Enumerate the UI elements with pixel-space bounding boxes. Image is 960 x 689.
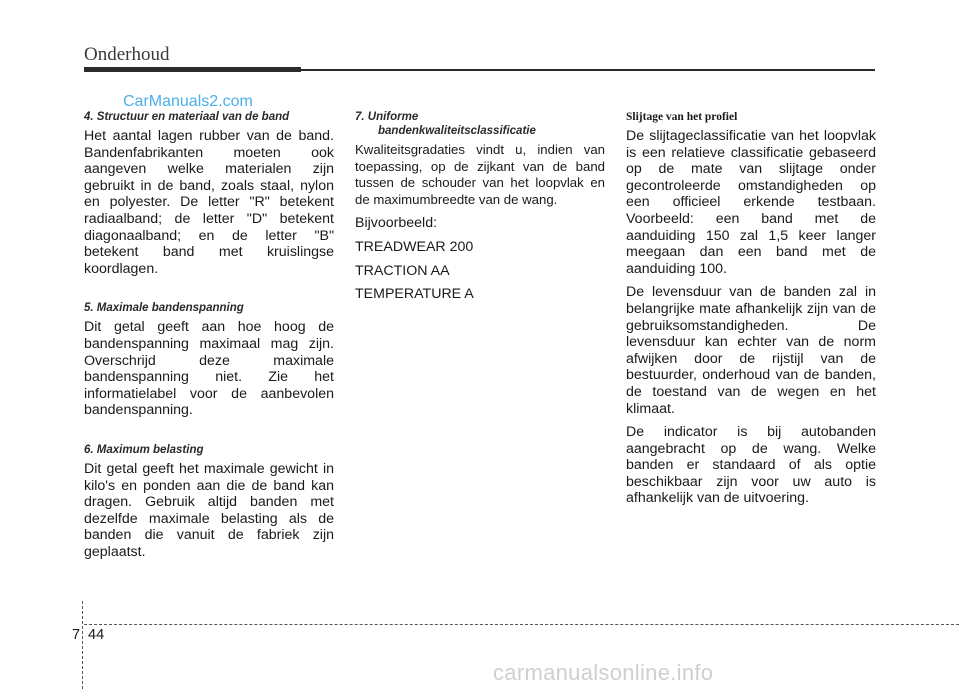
tread-wear-paragraph-3: De indicator is bij autobanden aangebracht op de wang. Welke banden er standaard of als optie beschikbaar zijn voor uw auto is afhankelijk van de uitvoering. xyxy=(626,424,876,507)
section-4-title: 4. Structuur en materiaal van de band xyxy=(84,111,290,123)
section-5-text: Dit getal geeft aan hoe hoog de bandenspanning maximaal mag zijn. Overschrijd deze maximale bandenspanning niet. Zie het informatielabel voor de aanbevolen bandenspanning. xyxy=(84,319,334,419)
page-number: 44 xyxy=(88,627,105,643)
watermark-top: CarManuals2.com xyxy=(123,93,253,110)
watermark-bottom: carmanualsonline.info xyxy=(493,660,714,685)
section-6-title: 6. Maximum belasting xyxy=(84,443,204,456)
section-4-text: Het aantal lagen rubber van de band. Bandenfabrikanten moeten ook aangeven welke materialen zijn gebruikt in de band, zoals staal, nylon en polyester. De letter "R" betekent radiaalband; de letter "D" betekent diagonaalband; en de letter "B" betekent band met kruislingse koordlagen. xyxy=(84,128,334,277)
section-5-title: 5. Maximale bandenspanning xyxy=(84,302,244,315)
tread-wear-title: Slijtage van het profiel xyxy=(626,111,738,123)
column-2 xyxy=(355,110,605,310)
section-header-title: Onderhoud xyxy=(84,44,170,65)
footer-divider xyxy=(84,624,959,625)
example-treadwear: TREADWEAR 200 xyxy=(355,238,474,255)
header-rule-thin xyxy=(301,69,875,71)
section-7-title-line1: 7. Uniforme xyxy=(355,111,419,123)
example-temperature: TEMPERATURE A xyxy=(355,286,474,303)
example-label: Bijvoorbeeld: xyxy=(355,215,438,232)
tread-wear-paragraph-2: De levensduur van de banden zal in belangrijke mate afhankelijk zijn van de gebruiksomstandigheden. De levensduur kan echter van de norm afwijken door de rijstijl van de bestuurder, onderhoud van de banden, de toestand van de wegen en het klimaat. xyxy=(626,284,876,417)
header-rule-thick xyxy=(84,67,301,72)
column-1 xyxy=(84,110,334,567)
tread-wear-paragraph-1: De slijtageclassificatie van het loopvlak is een relatieve classificatie gebaseerd op de mate van slijtage onder gecontroleerde omstandigheden op een officieel erkende testbaan. Voorbeeld: een band met de aanduiding 150 zal 1,5 keer langer meegaan dan een band met de aanduiding 100. xyxy=(626,128,876,277)
section-6-text: Dit getal geeft het maximale gewicht in kilo's en ponden aan die de band kan dragen. Gebruik altijd banden met dezelfde maximale belasting als de banden die vanuit de fabriek zijn geplaatst. xyxy=(84,460,334,560)
section-7-text: Kwaliteitsgradaties vindt u, indien van toepassing, op de zijkant van de band tussen de schouder van het loopvlak en de maximumbreedte van de wang. xyxy=(355,142,605,207)
section-7-title xyxy=(355,110,605,138)
chapter-number: 7 xyxy=(72,627,81,643)
section-7-title-line2: bandenkwaliteitsclassificatie xyxy=(378,125,536,137)
column-3 xyxy=(626,110,876,514)
example-traction: TRACTION AA xyxy=(355,262,450,279)
footer-vertical-divider xyxy=(82,601,83,689)
